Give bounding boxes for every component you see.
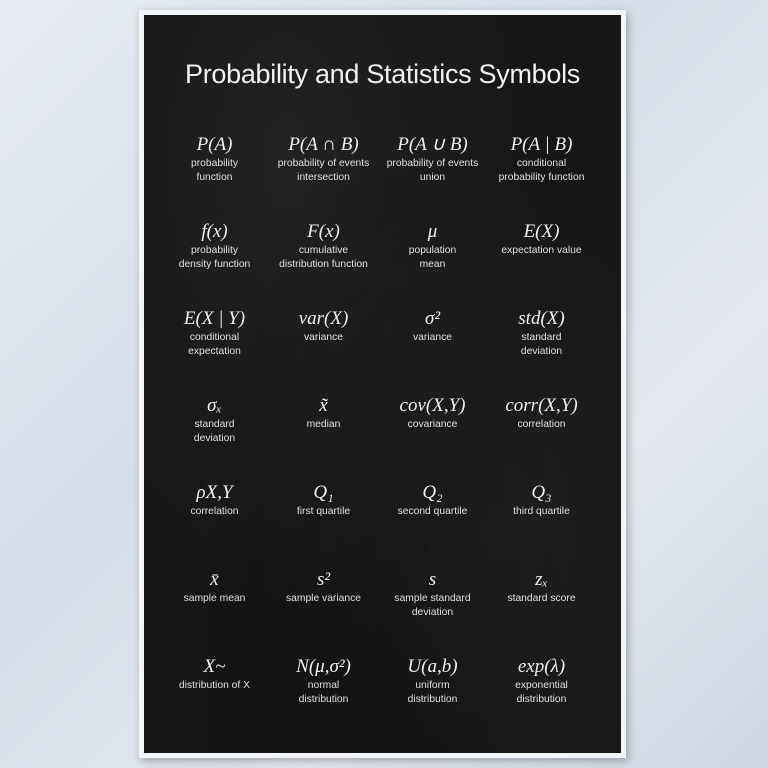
symbol-cell [378, 307, 487, 394]
symbol-cell [378, 568, 487, 655]
symbol-description: second quartile [397, 506, 468, 517]
symbol: s [428, 569, 437, 590]
symbol-cell [269, 307, 378, 394]
symbol-cell [269, 394, 378, 481]
symbol-grid [160, 133, 615, 742]
symbol-cell [269, 220, 378, 307]
symbol-description: first quartile [296, 506, 351, 517]
symbol: U(a,b) [407, 656, 458, 677]
symbol-cell [269, 481, 378, 568]
symbol-cell [269, 655, 378, 742]
symbol-description: cumulative distribution function [279, 245, 368, 270]
symbol-cell [378, 481, 487, 568]
symbol-cell [160, 655, 269, 742]
symbol-cell [269, 133, 378, 220]
symbol-description: standard score [507, 593, 576, 604]
poster-frame [139, 10, 626, 758]
symbol: x̃ [319, 395, 328, 416]
symbol-description: variance [413, 332, 452, 343]
symbol: std(X) [518, 308, 565, 329]
symbol: σₓ [207, 395, 222, 416]
symbol-description: sample variance [286, 593, 361, 604]
symbol-description: sample standard deviation [394, 593, 471, 618]
symbol: var(X) [298, 308, 349, 329]
symbol-cell [160, 307, 269, 394]
symbol-description: median [306, 419, 341, 430]
symbol-cell [487, 307, 596, 394]
symbol: ρX,Y [196, 482, 233, 503]
symbol-description: standard deviation [193, 419, 236, 444]
symbol: N(μ,σ²) [296, 656, 351, 677]
symbol-cell [487, 655, 596, 742]
symbol-description: probability of events union [386, 158, 479, 183]
symbol-description: conditional probability function [498, 158, 585, 183]
symbol-description: uniform distribution [407, 680, 458, 705]
symbol-description: probability density function [178, 245, 251, 270]
poster-title: Probability and Statistics Symbols [185, 59, 580, 89]
symbol-description: correlation [517, 419, 566, 430]
symbol: corr(X,Y) [505, 395, 578, 416]
symbol-description: standard deviation [520, 332, 563, 357]
symbol-cell [160, 133, 269, 220]
symbol-cell [160, 481, 269, 568]
symbol: f(x) [201, 221, 228, 242]
symbol-description: exponential distribution [515, 680, 568, 705]
symbol-cell [487, 481, 596, 568]
symbol: P(A | B) [510, 134, 573, 155]
symbol-description: covariance [407, 419, 458, 430]
symbol-description: third quartile [513, 506, 570, 517]
symbol: E(X) [523, 221, 560, 242]
symbol-cell [487, 133, 596, 220]
symbol: X~ [203, 656, 226, 677]
symbol-cell [160, 394, 269, 481]
symbol-description: probability function [191, 158, 238, 183]
symbol-cell [487, 220, 596, 307]
symbol: cov(X,Y) [399, 395, 466, 416]
symbol: Q₁ [313, 482, 334, 503]
symbol: E(X | Y) [183, 308, 246, 329]
symbol: s² [316, 569, 331, 590]
symbol: F(x) [307, 221, 340, 242]
symbol-description: normal distribution [298, 680, 349, 705]
symbol: exp(λ) [517, 656, 566, 677]
symbol: Q₃ [531, 482, 552, 503]
symbol-cell [378, 655, 487, 742]
poster [144, 15, 621, 753]
symbol-cell [269, 568, 378, 655]
symbol: P(A) [196, 134, 233, 155]
symbol-description: expectation value [501, 245, 582, 256]
symbol: μ [427, 221, 438, 242]
symbol-cell [378, 394, 487, 481]
symbol: P(A ∩ B) [288, 134, 359, 155]
symbol-description: population mean [408, 245, 457, 270]
symbol-description: distribution of X [179, 680, 250, 691]
symbol-description: sample mean [183, 593, 246, 604]
symbol-description: variance [304, 332, 343, 343]
symbol: x̄ [210, 569, 219, 590]
symbol-cell [487, 394, 596, 481]
symbol-cell [378, 220, 487, 307]
symbol-cell [160, 220, 269, 307]
symbol: zₓ [535, 569, 548, 590]
symbol: σ² [424, 308, 441, 329]
symbol: Q₂ [422, 482, 443, 503]
symbol-description: probability of events intersection [277, 158, 370, 183]
symbol-cell [160, 568, 269, 655]
symbol-cell [487, 568, 596, 655]
symbol-description: correlation [190, 506, 239, 517]
symbol: P(A ∪ B) [397, 134, 468, 155]
symbol-description: conditional expectation [188, 332, 241, 357]
symbol-cell [378, 133, 487, 220]
